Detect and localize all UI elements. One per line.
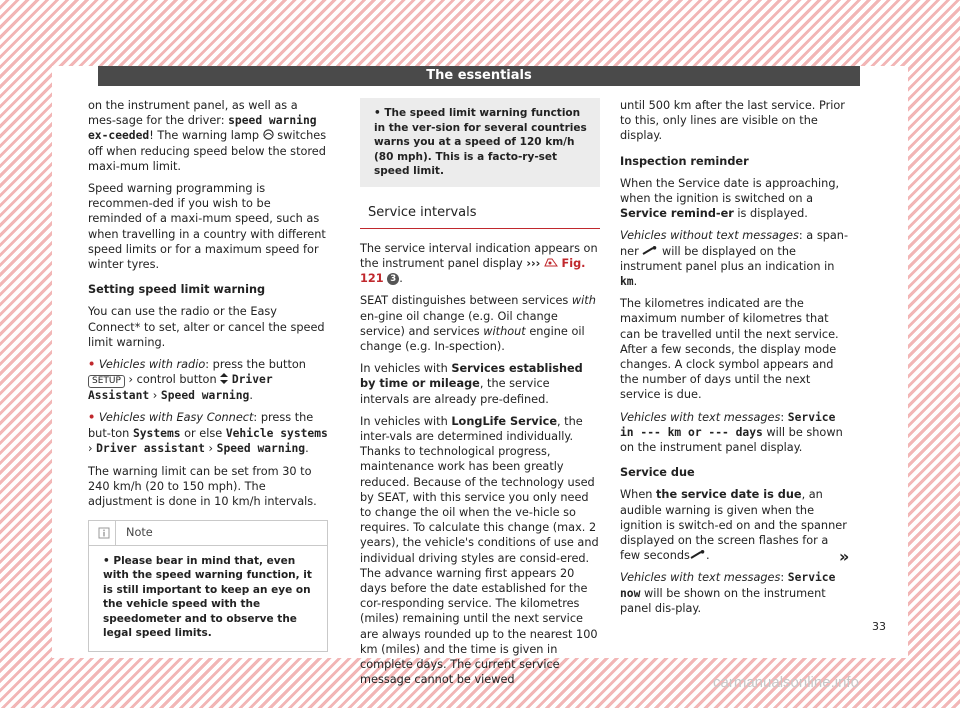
- paragraph: Vehicles with text messages: Service now will be shown on the instrument panel dis-play.: [620, 571, 836, 615]
- setup-key: SETUP: [88, 375, 125, 388]
- watermark: carmanualsonline.info: [713, 674, 859, 691]
- subheading: Setting speed limit warning: [88, 283, 266, 297]
- paragraph: In vehicles with LongLife Service, the inter-vals are determined individually. Thanks to technological progress, maintenance work has been greatly reduced. Because of the technology used by SEAT, with this service you only need to change the oil when the ve-hicle so requires. To calculate this change (max. 2 years), the vehicle's conditions of use and individual driving styles are consid-ered. The advance warning first appears 20 days before the date established for the cor-responding service. The kilometres (miles) remaining until the next service are always rounded up to the nearest 100 km (miles) and the time is given in complete days. The current service message cannot be viewed: [360, 414, 599, 687]
- speed-warning-lamp-icon: [263, 129, 274, 140]
- paragraph: Speed warning programming is recommen-ded if you wish to be reminded of a maxi-mum speed, such as when travelling in a country with different speed limits or for a maximum speed for winter tyres.: [88, 182, 326, 272]
- section-title: Service intervals: [360, 205, 600, 229]
- note-box: [88, 520, 328, 652]
- list-item: • Vehicles with Easy Connect: press the but-ton Systems or else Vehicle systems › Driver assistant › Speed warning.: [88, 411, 328, 455]
- spanner-flashing-icon: [690, 550, 706, 559]
- figure-reference-icon: [544, 257, 558, 268]
- callout-number: 3: [387, 273, 399, 285]
- page-number: 33: [872, 620, 886, 633]
- column-1: [88, 98, 328, 652]
- paragraph: SEAT distinguishes between services with en-gine oil change (e.g. Oil change service) and services without engine oil change (e.g. In-spection).: [360, 294, 596, 353]
- info-box: • The speed limit warning function in the ver-sion for several countries warns you at a speed of 120 km/h (80 mph). This is a facto-ry-set speed limit.: [360, 98, 600, 187]
- paragraph: until 500 km after the last service. Prior to this, only lines are visible on the display.: [620, 99, 845, 143]
- paragraph: Vehicles with text messages: Service in --- km or --- days will be shown on the instrument panel display.: [620, 410, 843, 455]
- note-body: • Please bear in mind that, even with the speed warning function, it is still important to keep an eye on the vehicle speed with the speedometer and to observe the legal speed limits.: [103, 554, 312, 640]
- note-header: [89, 521, 327, 546]
- arrow-reference-icon: ›››: [526, 256, 541, 270]
- continue-mark: »: [839, 547, 850, 566]
- chapter-title: The essentials: [426, 68, 532, 83]
- up-down-arrows-icon: [220, 373, 228, 384]
- list-item: • Vehicles with radio: press the button SETUP › control button Driver Assistant › Speed warning.: [88, 358, 306, 403]
- subheading: Inspection reminder: [620, 154, 749, 168]
- chapter-header: [98, 66, 860, 86]
- paragraph: The kilometres indicated are the maximum number of kilometres that can be travelled until the next service. After a few seconds, the display mode changes. A clock symbol appears and the number of days until the next service is due.: [620, 297, 839, 402]
- figure-link[interactable]: Fig. 121: [360, 256, 586, 286]
- paragraph: You can use the radio or the Easy Connect* to set, alter or cancel the speed limit warning.: [88, 305, 325, 349]
- info-icon: [93, 521, 116, 545]
- paragraph: When the service date is due, an audible warning is given when the ignition is switch-ed on and the spanner displayed on the screen flashes for a few seconds .: [620, 488, 847, 563]
- paragraph: Vehicles without text messages: a span-ner will be displayed on the instrument panel plus an indication in km.: [620, 229, 849, 289]
- paragraph: When the Service date is approaching, when the ignition is switched on a Service remind-er is displayed.: [620, 176, 840, 221]
- paragraph: on the instrument panel, as well as a mes-sage for the driver: speed warning ex-ceeded! The warning lamp switches off when reducing speed below the stored maxi-mum limit.: [88, 99, 327, 173]
- paragraph: In vehicles with Services established by time or mileage, the service intervals are already pre-defined.: [360, 362, 583, 406]
- paragraph: The service interval indication appears on the instrument panel display ››› Fig. 121 3 .: [360, 241, 598, 286]
- column-3: [620, 98, 850, 623]
- subheading: Service due: [620, 466, 695, 480]
- paragraph: The warning limit can be set from 30 to 240 km/h (20 to 150 mph). The adjustment is done in 10 km/h intervals.: [88, 465, 317, 509]
- note-label: Note: [126, 526, 153, 540]
- column-2: [360, 98, 600, 694]
- spanner-icon: [642, 246, 658, 255]
